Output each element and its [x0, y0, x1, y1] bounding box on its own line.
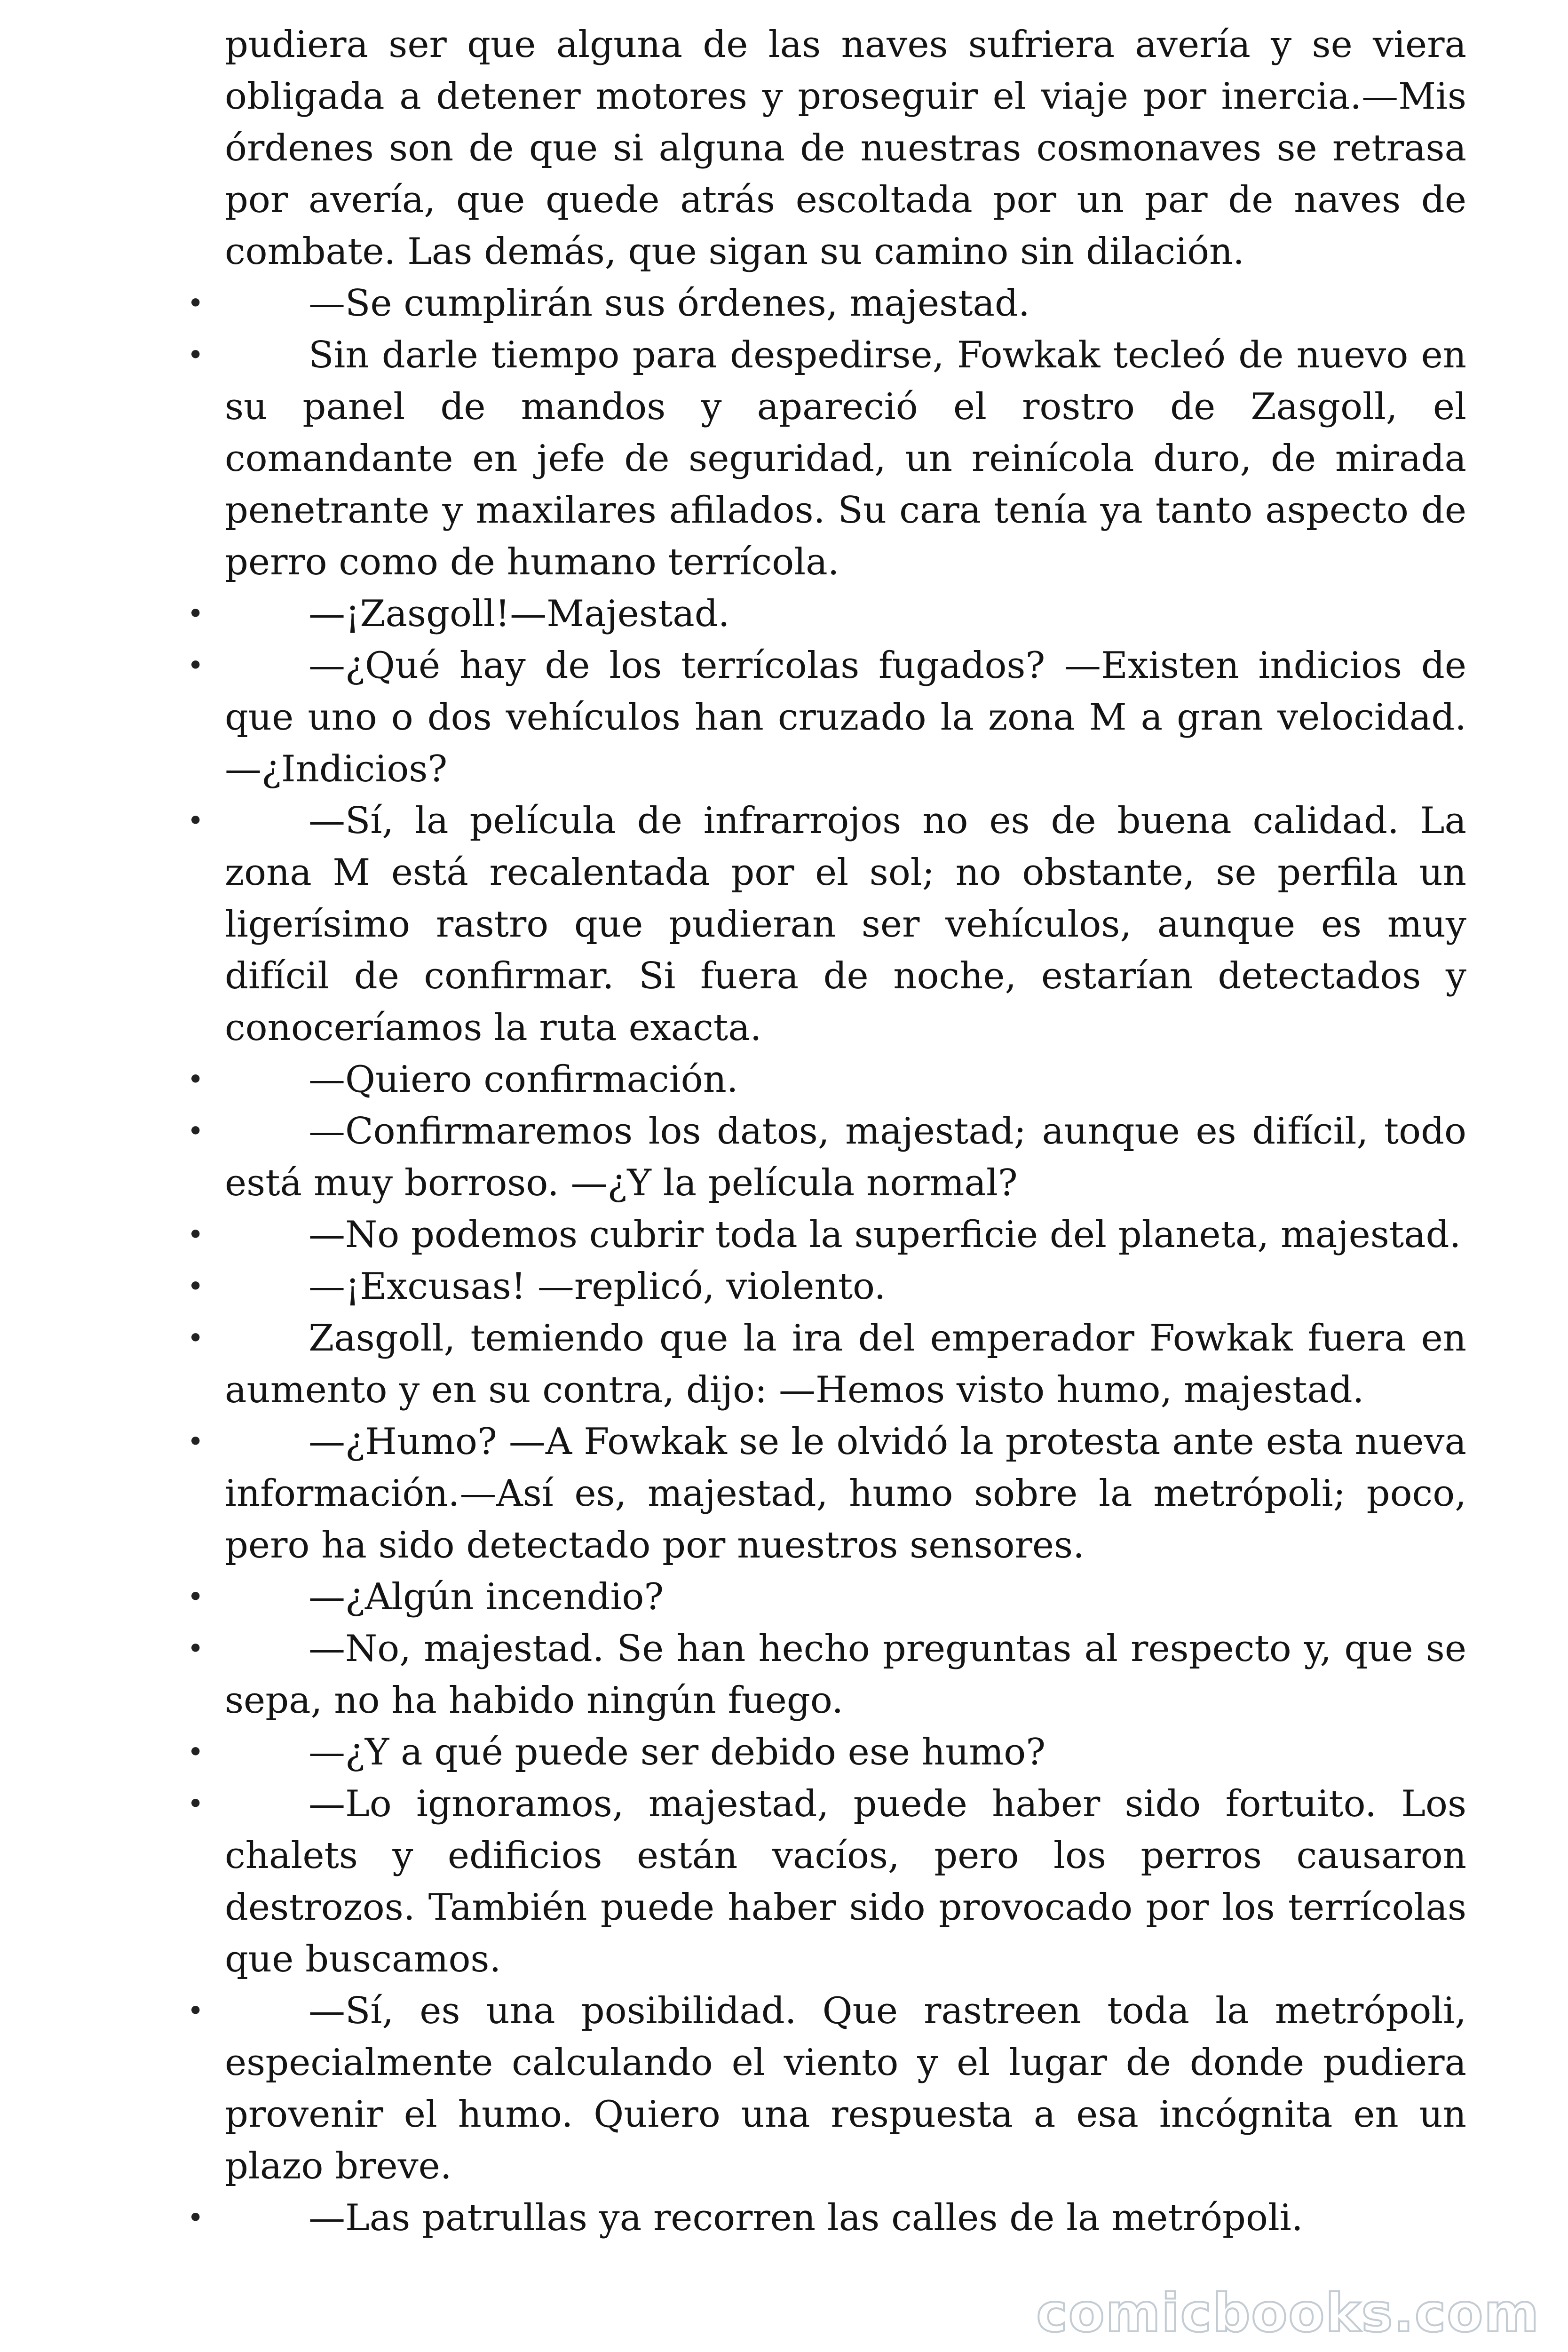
bullet-marker: •	[187, 339, 204, 372]
bullet-marker: •	[187, 287, 204, 320]
bullet-marker: •	[187, 1581, 204, 1613]
bullet-marker: •	[187, 1736, 204, 1769]
bullet-marker: •	[187, 2201, 204, 2234]
watermark-logo: comicbooks.com	[1036, 2283, 1540, 2344]
dialogue-paragraph: • —Sí, es una posibilidad. Que rastreen toda la metrópoli, especialmente calculando el viento y el lugar de donde pudiera provenir el humo. Quiero una respuesta a esa incógnita en un plazo breve.	[225, 1985, 1466, 2192]
body-text	[187, 19, 1466, 2244]
dialogue-paragraph: • —Lo ignoramos, majestad, puede haber sido fortuito. Los chalets y edificios están vacíos, pero los perros causaron destrozos. También puede haber sido provocado por los terrícolas que buscamos.	[225, 1778, 1466, 1985]
dialogue-paragraph: • —No, majestad. Se han hecho preguntas al respecto y, que se sepa, no ha habido ningún fuego.	[225, 1623, 1466, 1726]
dialogue-paragraph: • —¿Algún incendio?	[225, 1571, 1466, 1623]
dialogue-paragraph: • —¿Y a qué puede ser debido ese humo?	[225, 1726, 1466, 1778]
bullet-marker: •	[187, 1270, 204, 1303]
dialogue-paragraph: • —¡Excusas! —replicó, violento.	[225, 1261, 1466, 1312]
dialogue-paragraph: • —Quiero confirmación.	[225, 1054, 1466, 1105]
bullet-marker: •	[187, 1115, 204, 1148]
dialogue-paragraph: • —Las patrullas ya recorren las calles de la metrópoli.	[225, 2192, 1466, 2244]
dialogue-paragraph: • —No podemos cubrir toda la superficie del planeta, majestad.	[225, 1209, 1466, 1261]
bullet-marker: •	[187, 1322, 204, 1355]
narration-paragraph: • Sin darle tiempo para despedirse, Fowkak tecleó de nuevo en su panel de mandos y apareció el rostro de Zasgoll, el comandante en jefe de seguridad, un reinícola duro, de mirada penetrante y maxilares afilados. Su cara tenía ya tanto aspecto de perro como de humano terrícola.	[225, 329, 1466, 588]
bullet-marker: •	[187, 649, 204, 682]
dialogue-paragraph: • —Se cumplirán sus órdenes, majestad.	[225, 278, 1466, 329]
dialogue-paragraph: • —Confirmaremos los datos, majestad; aunque es difícil, todo está muy borroso. —¿Y la película normal?	[225, 1105, 1466, 1209]
dialogue-paragraph: • —¿Qué hay de los terrícolas fugados? —Existen indicios de que uno o dos vehículos han cruzado la zona M a gran velocidad. —¿Indicios?	[225, 640, 1466, 795]
dialogue-paragraph: • —¿Humo? —A Fowkak se le olvidó la protesta ante esta nueva información.—Así es, majestad, humo sobre la metrópoli; poco, pero ha sido detectado por nuestros sensores.	[225, 1416, 1466, 1571]
bullet-marker: •	[187, 1632, 204, 1665]
dialogue-paragraph: • —¡Zasgoll!—Majestad.	[225, 588, 1466, 640]
bullet-marker: •	[187, 1063, 204, 1096]
bullet-marker: •	[187, 804, 204, 837]
bullet-marker: •	[187, 1218, 204, 1251]
paragraph-continuation: pudiera ser que alguna de las naves sufriera avería y se viera obligada a detener motores y proseguir el viaje por inercia.—Mis órdenes son de que si alguna de nuestras cosmonaves se retrasa por avería, que quede atrás escoltada por un par de naves de combate. Las demás, que sigan su camino sin dilación.	[225, 24, 1466, 273]
dialogue-paragraph: • —Sí, la película de infrarrojos no es de buena calidad. La zona M está recalentada por el sol; no obstante, se perfila un ligerísimo rastro que pudieran ser vehículos, aunque es muy difícil de confirmar. Si fuera de noche, estarían detectados y conoceríamos la ruta exacta.	[225, 795, 1466, 1054]
bullet-marker: •	[187, 1788, 204, 1820]
narration-paragraph: • Zasgoll, temiendo que la ira del emperador Fowkak fuera en aumento y en su contra, dijo: —Hemos visto humo, majestad.	[225, 1312, 1466, 1416]
bullet-marker: •	[187, 597, 204, 630]
bullet-marker: •	[187, 1425, 204, 1458]
bullet-marker: •	[187, 1994, 204, 2027]
